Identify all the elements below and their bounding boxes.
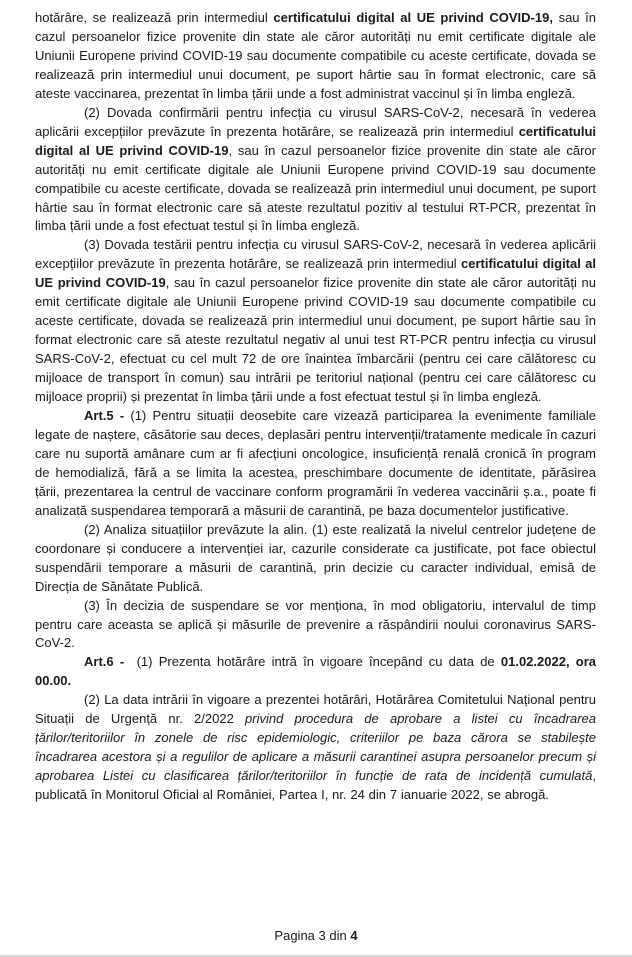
text-run: 01.02.2022, ora 00.00. xyxy=(35,654,596,689)
text-run: sau în cazul persoanelor fizice provenite din state ale căror autorități nu emit certificate digitale ale Uniunii Europene privind COVID-19 sau documente compatibile cu aceste certificate, dovada se realizează prin intermediul unui document, pe suport hârtie sau în format electronic, care să ateste vaccinarea, prezentat în limba țării unde a fost administrat vaccinul și în limba engleză. xyxy=(35,10,596,101)
paragraph xyxy=(35,597,596,654)
text-run: (1) Pentru situații deosebite care vizează participarea la evenimente familiale legate de naștere, căsătorie sau deces, deplasări pentru intervenții/tratamente medicale în cazuri care nu suportă amânare cum ar fi afecțiuni oncologice, insuficiență renală cronică în program de hemodializă, fără a se limita la acestea, preschimbare documente de identitate, părăsirea țării, prezentarea la centrul de vaccinare conform programării în vederea vaccinării ș.a., poate fi analizată suspendarea temporară a măsurii de carantină, pe baza documentelor justificative. xyxy=(35,408,596,518)
text-run: (2) La data intrării în vigoare a prezentei hotărâri, Hotărârea Comitetului Național pentru Situații de Urgență nr. 2/2022 xyxy=(35,692,596,727)
text-run: Art.5 - xyxy=(84,408,131,424)
text-run: , sau în cazul persoanelor fizice provenite din state ale căror autorități nu emit certificate digitale ale Uniunii Europene privind COVID-19 sau documente compatibile cu aceste certificate, dovada se realizează prin intermediul unui document, pe suport hârtie sau în format electronic care să ateste rezultatul pozitiv al testului RT-PCR, prezentat în limba țării unde a fost efectuat testul și în limba engleză. xyxy=(35,142,596,234)
paragraph xyxy=(35,407,596,521)
text-run: (1) Prezenta hotărâre intră în vigoare începând cu data de xyxy=(130,654,501,670)
text-run: (2) Dovada confirmării pentru infecția cu virusul SARS-CoV-2, necesară în vederea aplicării excepțiilor prevăzute în prezenta hotărâre, se realizează prin intermediul xyxy=(35,104,596,139)
paragraph xyxy=(35,691,596,805)
text-run: (2) Analiza situațiilor prevăzute la alin. (1) este realizată la nivelul centrelor județene de coordonare și conducere a intervenției iar, cazurile considerate ca justificate, pot face obiectul suspendării temporare a măsurii de carantină, prin decizie cu caracter individual, emisă de Direcția de Sănătate Publică. xyxy=(35,521,596,594)
paragraph xyxy=(35,236,596,407)
text-run: certificatului digital al UE privind COVID-19, xyxy=(273,10,553,25)
text-run: hotărâre, se realizează prin intermediul xyxy=(35,10,274,25)
footer-text-run: Pagina 3 din xyxy=(274,928,351,943)
paragraph xyxy=(35,521,596,597)
text-run: (3) În decizia de suspendare se vor menționa, în mod obligatoriu, intervalul de timp pentru care aceasta se aplică și măsurile de prevenire a răspândirii noului coronavirus SARS-CoV-2. xyxy=(35,597,596,651)
text-run: certificatului digital al UE privind COVID-19 xyxy=(35,123,596,158)
paragraph xyxy=(35,9,596,104)
page-footer xyxy=(0,928,632,943)
text-run: certificatului digital al UE privind COVID-19 xyxy=(35,256,596,291)
text-run: Art.6 - xyxy=(84,654,131,670)
text-run: , sau în cazul persoanelor fizice provenite din state ale căror autorități nu emit certificate digitale ale Uniunii Europene privind COVID-19 sau documente compatibile cu aceste certificate, dovada se realizează prin intermediul unui document, pe suport hârtie sau în format electronic care să ateste rezultatul negativ al unui test RT-PCR pentru infecția cu virusul SARS-CoV-2, efectuat cu cel mult 72 de ore înaintea îmbarcării (pentru cei care călătoresc cu mijloace de transport în comun) sau intrării pe teritoriul național (pentru cei care călătoresc cu mijloace proprii) și prezentat în limba țării unde a fost efectuat testul și în limba engleză. xyxy=(35,275,596,405)
footer-text-run: 4 xyxy=(350,928,358,943)
document-body xyxy=(35,9,596,805)
paragraph xyxy=(35,653,596,691)
text-run: privind procedura de aprobare a listei cu încadrarea țărilor/teritoriilor în zonele de risc epidemiologic, criteriilor pe baza cărora se stabilește încadrarea acestora și a regulilor de aplicare a măsurii carantinei asupra persoanelor precum și aprobarea Listei cu clasificarea țărilor/teritoriilor în funcție de rata de incidență cumulată xyxy=(35,711,596,784)
paragraph xyxy=(35,104,596,237)
text-run: (3) Dovada testării pentru infecția cu virusul SARS-CoV-2, necesară în vederea aplicării excepțiilor prevăzute în prezenta hotărâre, se realizează prin intermediul xyxy=(35,237,596,272)
text-run: , publicată în Monitorul Oficial al României, Partea I, nr. 24 din 7 ianuarie 2022, se abrogă. xyxy=(35,768,596,803)
